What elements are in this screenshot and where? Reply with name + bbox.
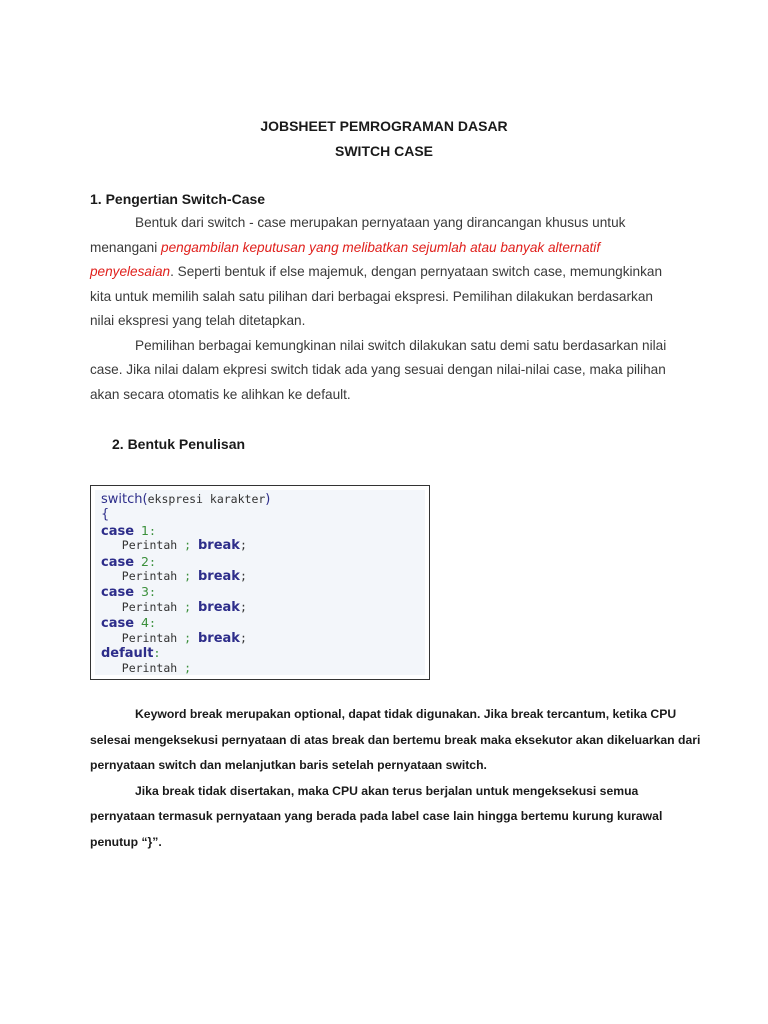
keyword-case: case: [101, 585, 135, 601]
code-punct: ;: [184, 630, 192, 645]
code-punct: ;: [239, 538, 247, 553]
code-punct: ;: [184, 599, 192, 614]
code-punct: ;: [184, 568, 192, 583]
paragraph-line: pernyataan termasuk pernyataan yang berada pada label case lain hingga bertemu kurung kurawal: [90, 809, 663, 823]
code-brace: {: [101, 507, 110, 523]
paragraph-line: penutup “}”.: [90, 834, 162, 849]
code-punct: ;: [239, 630, 247, 645]
keyword-break: break: [197, 630, 240, 646]
code-line: [101, 554, 419, 569]
code-line: [101, 507, 419, 522]
paragraph-line: selesai mengeksekusi pernyataan di atas break dan bertemu break maka eksekutor akan dikeluarkan dari: [90, 732, 701, 747]
code-punct: :: [148, 554, 156, 569]
keyword-break: break: [197, 568, 240, 584]
paragraph-line: Keyword break merupakan optional, dapat tidak digunakan. Jika break tercantum, ketika CPU: [135, 707, 677, 721]
keyword-case: case: [101, 554, 135, 570]
case-value: 2: [140, 553, 149, 569]
paragraph-line: Jika break tidak disertakan, maka CPU akan terus berjalan untuk mengeksekusi semua: [135, 783, 639, 798]
code-line: [101, 523, 419, 538]
paragraph-line: Pemilihan berbagai kemungkinan nilai switch dilakukan satu demi satu berdasarkan nilai: [135, 337, 667, 353]
paragraph-line: pernyataan switch dan melanjutkan baris setelah pernyataan switch.: [90, 758, 487, 772]
code-punct: :: [148, 523, 156, 538]
code-statement: Perintah: [121, 568, 178, 583]
document-title: JOBSHEET PEMROGRAMAN DASAR: [260, 118, 508, 134]
document-subtitle: SWITCH CASE: [335, 143, 433, 159]
code-punct: ;: [239, 568, 247, 583]
code-line: [101, 569, 419, 584]
paragraph-line: kita untuk memilih salah satu pilihan dari berbagai ekspresi. Pemilihan dilakukan berdasarkan: [90, 288, 653, 304]
section-1-heading: 1. Pengertian Switch-Case: [90, 191, 266, 207]
code-snippet-box: [90, 485, 430, 680]
section-3-body: [90, 702, 701, 855]
code-line: [101, 492, 419, 507]
paragraph-line: case. Jika nilai dalam ekpresi switch tidak ada yang sesuai dengan nilai-nilai case, maka pilihan: [90, 362, 666, 377]
keyword-switch: switch: [101, 492, 143, 507]
code-line: [101, 600, 419, 615]
code-line: [101, 631, 419, 646]
case-value: 1: [140, 522, 149, 538]
code-punct: :: [148, 585, 156, 600]
section-2-heading: 2. Bentuk Penulisan: [112, 436, 246, 452]
keyword-default: default: [101, 645, 154, 661]
code-line: [101, 615, 419, 630]
case-value: 3: [140, 584, 149, 600]
code-punct: ;: [184, 538, 192, 553]
paragraph-line: nilai ekspresi yang telah ditetapkan.: [90, 313, 306, 328]
text-span: . Seperti bentuk if else majemuk, dengan pernyataan switch case, memungkinkan: [170, 264, 663, 279]
highlighted-text: pengambilan keputusan yang melibatkan sejumlah atau banyak alternatif: [161, 239, 601, 255]
keyword-break: break: [197, 538, 240, 554]
paragraph-line: [90, 260, 680, 285]
keyword-break: break: [197, 599, 240, 615]
code-statement: Perintah: [121, 630, 178, 645]
keyword-case: case: [101, 523, 135, 539]
code-snippet: [95, 490, 425, 675]
code-arg: ekspresi karakter: [147, 492, 266, 506]
paragraph-line: Bentuk dari switch - case merupakan pernyataan yang dirancangan khusus untuk: [135, 215, 626, 230]
code-line: [101, 538, 419, 553]
highlighted-text: penyelesaian: [90, 264, 171, 279]
code-punct: ;: [184, 661, 192, 676]
case-value: 4: [140, 615, 149, 631]
keyword-case: case: [101, 616, 135, 632]
text-span: menangani: [90, 239, 162, 255]
code-punct: :: [153, 645, 161, 660]
code-statement: Perintah: [121, 661, 178, 676]
paragraph-line: akan secara otomatis ke alihkan ke default.: [90, 386, 351, 402]
code-punct: ): [265, 492, 271, 507]
code-statement: Perintah: [121, 599, 178, 614]
code-punct: (: [142, 492, 148, 507]
code-line: [101, 661, 419, 676]
section-1-body: [90, 211, 680, 407]
paragraph-line: [90, 236, 680, 261]
code-punct: :: [148, 616, 156, 631]
code-statement: Perintah: [121, 538, 178, 553]
code-line: [101, 584, 419, 599]
code-punct: ;: [239, 599, 247, 614]
code-line: [101, 646, 419, 661]
